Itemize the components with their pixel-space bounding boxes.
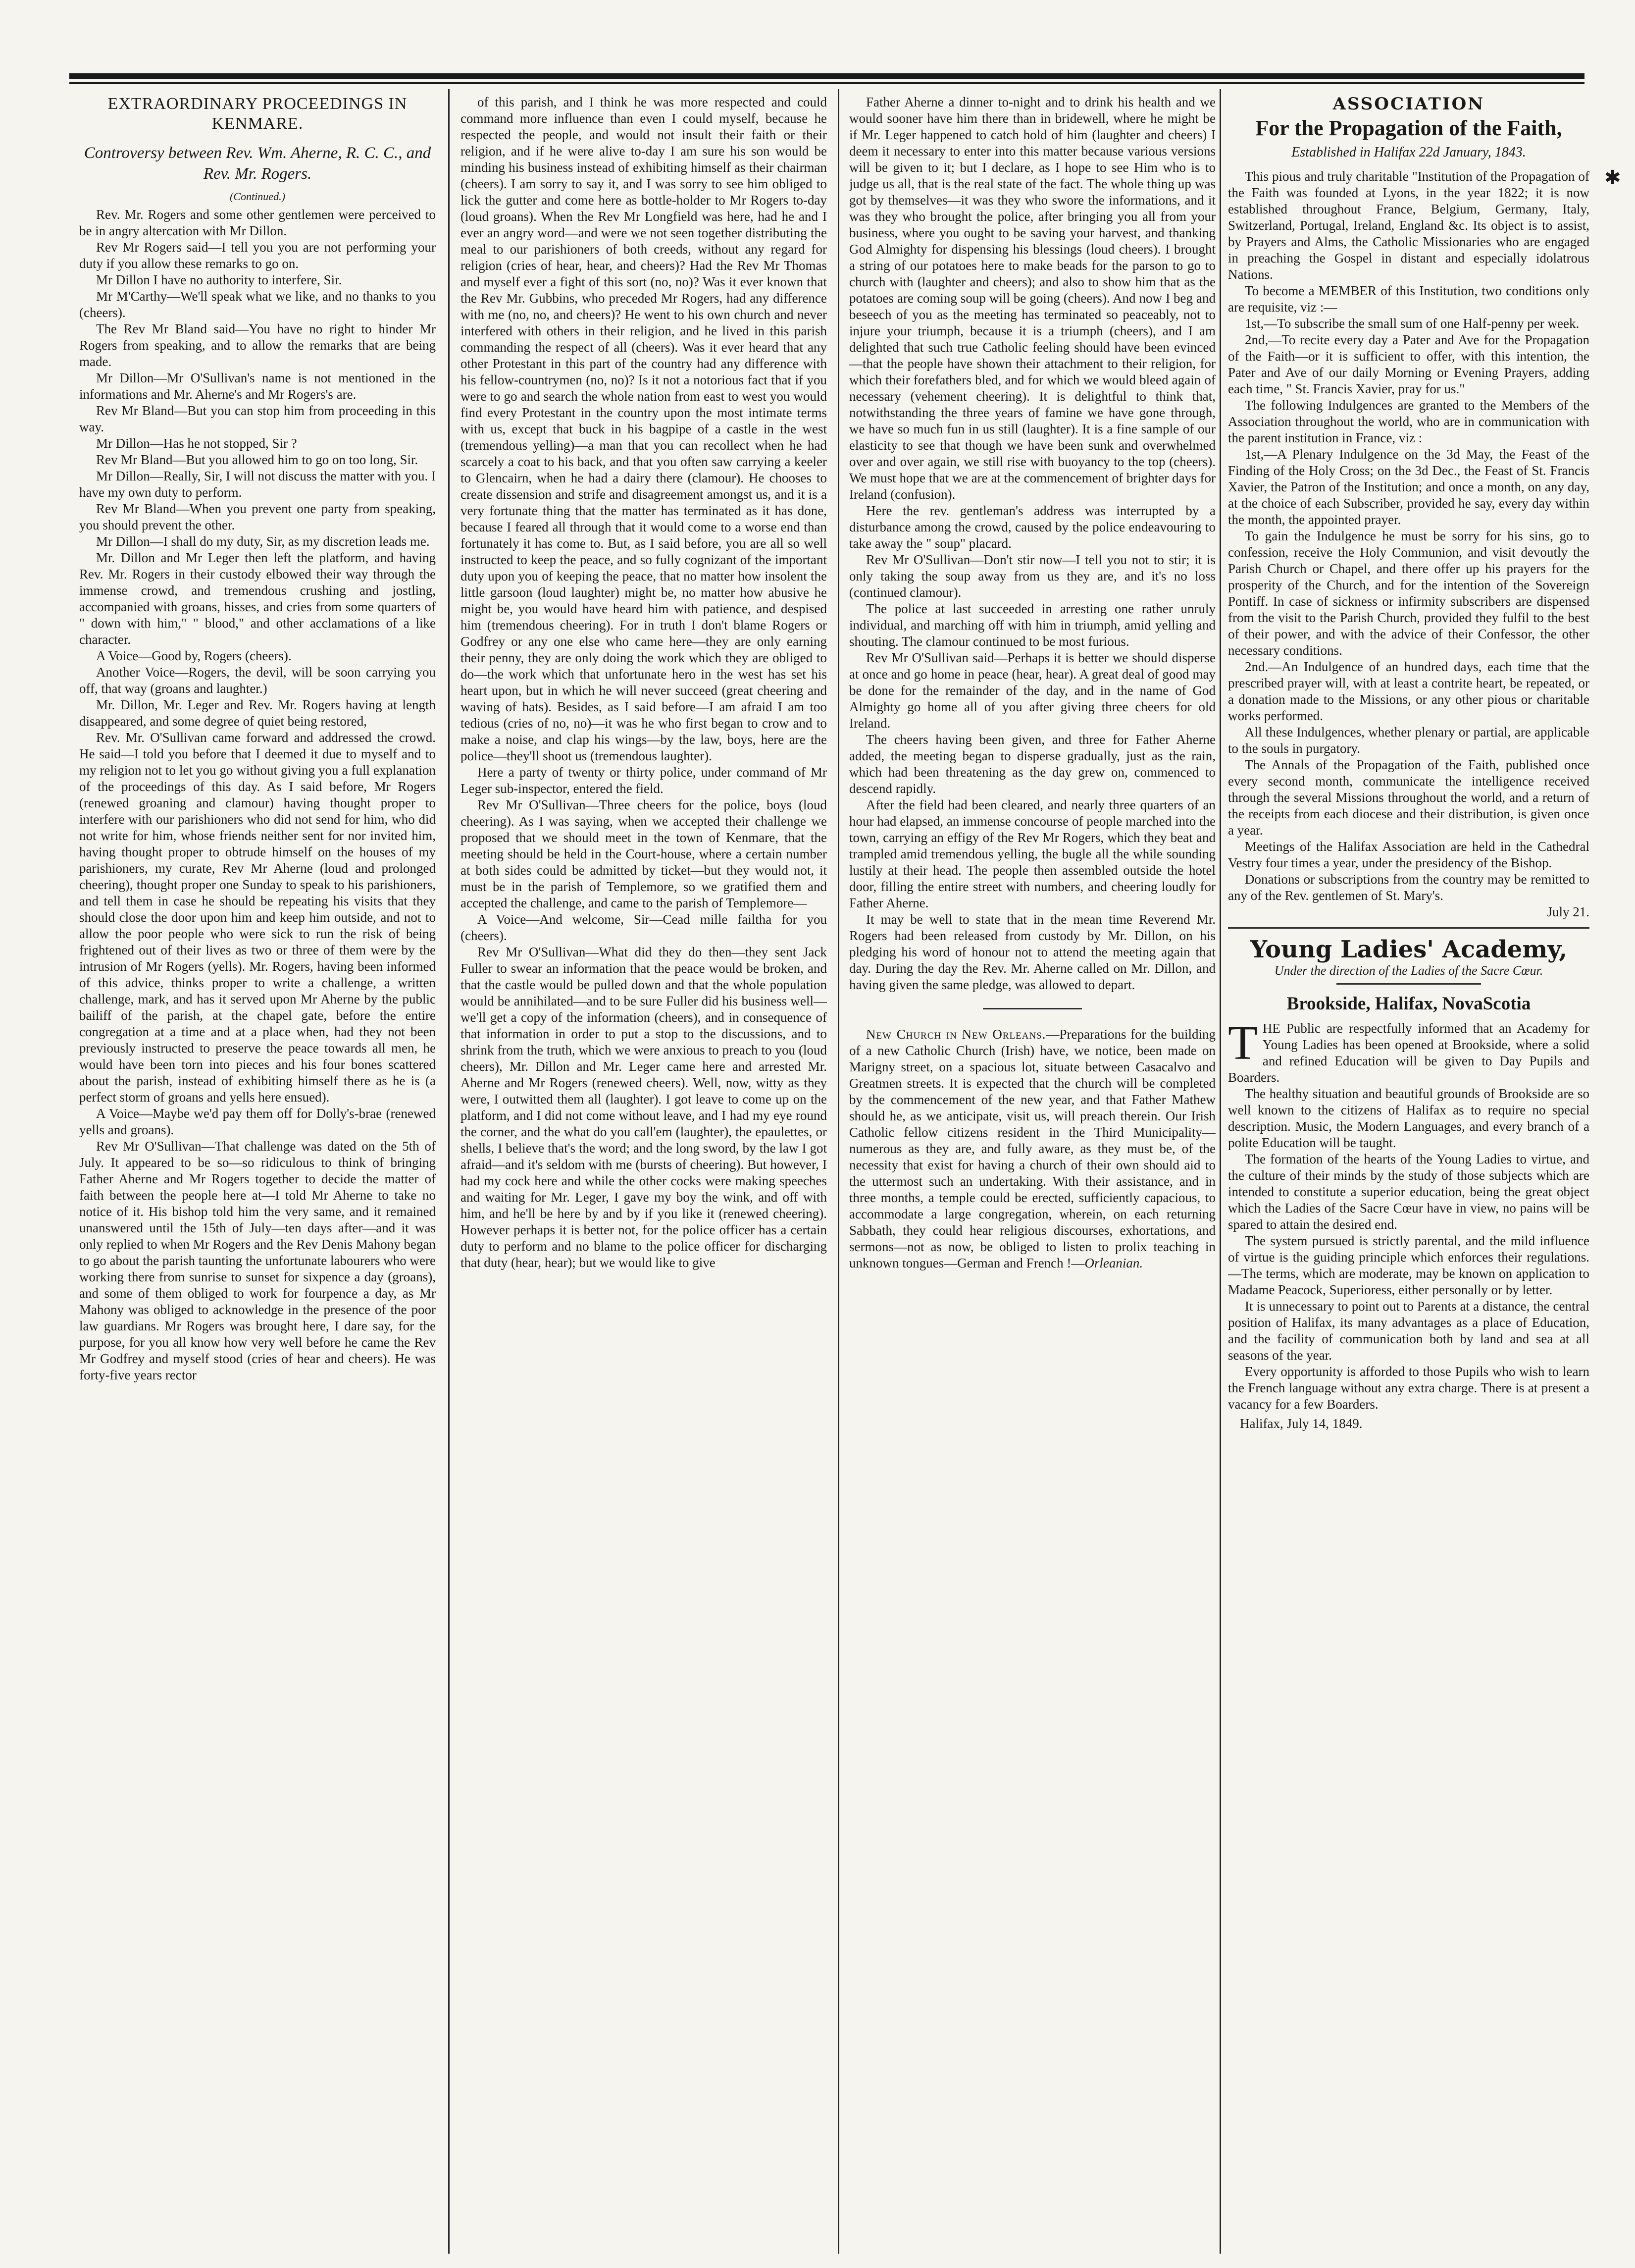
association-paragraph: 2nd,—To recite every day a Pater and Ave for the Propagation of the Faith—or it is sufficient to offer, with this intention, the Pater and Ave of our daily Morning or Evening Prayers, adding each time, " St. Francis Xavier, pray for us." [1228,332,1589,396]
association-paragraph: The Annals of the Propagation of the Faith, published once every second month, communicate the intelligence received through the several Missions throughout the world, and a return of the receipts from each diocese and their distribution, is given once a year. [1228,757,1589,838]
association-paragraph: 1st,—A Plenary Indulgence on the 3d May, the Feast of the Finding of the Holy Cross; on the 3d Dec., the Feast of St. Francis Xavier, the Patron of the Institution; and once a month, on any day, at the choice of each Subscriber, provided he say, every day within the month, the appointed prayer. [1228,447,1589,527]
association-body [1228,168,1589,904]
association-paragraph: This pious and truly charitable "Institution of the Propagation of the Faith was founded at Lyons, in the year 1822; it is now established throughout France, Belgium, Germany, Italy, Switzerland, Portugal, Ireland, England &c. Its object is to assist, by Prayers and Alms, the Catholic Missionaries who are engaged in preaching the Gospel in distant and especially idolatrous Nations. [1228,169,1589,282]
academy-paragraph: The formation of the hearts of the Young Ladies to virtue, and the culture of their minds by the study of those subjects which are intended to constitute a superior education, being the great object which the Ladies of the Sacre Cœur have in view, no pains will be spared to attain the desired end. [1228,1152,1589,1232]
association-paragraph: 2nd.—An Indulgence of an hundred days, each time that the prescribed prayer will, with at least a contrite heart, be repeated, or a donation made to the Missions, or any other pious or charitable works performed. [1228,659,1589,723]
column-divider [838,89,839,2254]
association-established: Established in Halifax 22d January, 1843. [1291,145,1526,160]
paragraph: Rev Mr O'Sullivan—That challenge was dated on the 5th of July. It appeared to be so—so ridiculous to think of bringing Father Aherne and Mr Rogers together to decide the matter of faith between the people here at—I told Mr Aherne to take no notice of it. His bishop told him the very same, and it remained unanswered until the 15th of July—ten days after—and it was only replied to when Mr Rogers and the Rev Denis Mahony began to go about the parish taunting the unfortunate labourers who were working there from sunrise to sunset for sixpence a day (groans), and some of them obliged to work for fourpence a day, as Mr Mahony was obliged to acknowledge in the presence of the poor law guardians. Mr Rogers was brought here, I dare say, for the purpose, for you all know how very well before he came the Rev Mr Godfrey and myself stood (cries of hear and cheers). He was forty-five years rector [79,1139,436,1382]
column-3 [849,94,1216,2249]
association-paragraph: Meetings of the Halifax Association are held in the Cathedral Vestry four times a year, under the presidency of the Bishop. [1228,839,1589,870]
paragraph: A Voice—Good by, Rogers (cheers). [96,648,292,663]
paragraph: Rev Mr O'Sullivan said—Perhaps it is better we should disperse at once and go home in peace (hear, hear). A great deal of good may be done for the remainder of the day, and in the name of God Almighty go home all of you after giving three cheers for old Ireland. [849,650,1216,731]
academy-first-paragraph [1228,1016,1589,1086]
association-date: July 21. [1547,904,1589,919]
article-subtitle: Controversy between Rev. Wm. Aherne, R. C. C., and Rev. Mr. Rogers. [84,144,431,183]
paragraph: Here the rev. gentleman's address was interrupted by a disturbance among the crowd, caused by the police endeavouring to take away the " soup" placard. [849,503,1216,551]
academy-paragraph: The healthy situation and beautiful grounds of Brookside are so well known to the citizens of Halifax as to require no special description. Music, the Modern Languages, and every branch of a polite Education will be taught. [1228,1086,1589,1150]
association-paragraph: 1st,—To subscribe the small sum of one Half-penny per week. [1245,316,1580,331]
column-divider [448,89,450,2254]
academy-date: Halifax, July 14, 1849. [1240,1416,1363,1431]
new-church-article [849,1026,1216,1271]
paragraph: After the field had been cleared, and nearly three quarters of an hour had elapsed, an immense concourse of people marched into the town, carrying an effigy of the Rev Mr Rogers, which they beat and trampled amid tremendous yelling, the bugle all the while sounding lustily at their head. The people then assembled outside the hotel door, filling the entire street with numbers, and cheering loudly for Father Aherne. [849,797,1216,910]
section-separator [1228,927,1589,929]
masthead-rule [69,73,1584,79]
paragraph: Mr Dillon—Mr O'Sullivan's name is not mentioned in the informations and Mr. Aherne's and Mr Rogers's are. [79,370,436,402]
academy-subtitle: Under the direction of the Ladies of the Sacre Cœur. [1274,963,1543,978]
academy-body [1228,1086,1589,1413]
paragraph: A Voice—And welcome, Sir—Cead mille failtha for you (cheers). [460,912,827,943]
paragraph: Here a party of twenty or thirty police, under command of Mr Leger sub-inspector, entered the field. [460,765,827,796]
new-church-source: Orleanian. [1084,1256,1143,1270]
association-paragraph: Donations or subscriptions from the country may be remitted to any of the Rev. gentlemen of St. Mary's. [1228,872,1589,903]
academy-paragraph: It is unnecessary to point out to Parents at a distance, the central position of Halifax, its many advantages as a place of Education, and the facility of communication both by land and sea at all seasons of the year. [1228,1299,1589,1363]
paragraph: Rev Mr Bland—But you allowed him to go on too long, Sir. [96,452,418,467]
association-paragraph: All these Indulgences, whether plenary or partial, are applicable to the souls in purgatory. [1228,725,1589,756]
academy-title: Young Ladies' Academy, [1250,936,1568,963]
paragraph: Mr Dillon—I shall do my duty, Sir, as my discretion leads me. [96,534,430,549]
section-separator [1336,983,1481,985]
drop-cap: T [1228,1016,1258,1070]
column-1 [79,94,436,2249]
association-paragraph: To gain the Indulgence he must be sorry for his sins, go to confession, receive the Holy Communion, and visit devoutly the Parish Church or Chapel, and there offer up his prayers for the prosperity of the Church, and for the intention of the Sovereign Pontiff. In case of sickness or infirmity subscribers are dispensed from the visit to the Parish Church, provided they fulfil to the best of their power, and with the advice of their Confessor, the other necessary conditions. [1228,528,1589,658]
paragraph: Rev Mr O'Sullivan—Three cheers for the police, boys (loud cheering). As I was saying, when we accepted their challenge we proposed that we should meet in the town of Kenmare, that the meeting should be held in the Court-house, where a certain number at both sides could be admitted by ticket—but they would not, it must be in the parish of Templemore, so we gratified them and accepted the challenge, and came to the parish of Templemore— [460,797,827,910]
paragraph: Mr Dillon—Has he not stopped, Sir ? [96,436,297,451]
continued-note: (Continued.) [230,190,285,203]
paragraph: Another Voice—Rogers, the devil, will be soon carrying you off, that way (groans and laughter.) [79,665,436,696]
paragraph: Mr Dillon I have no authority to interfere, Sir. [96,272,342,287]
academy-place: Brookside, Halifax, NovaScotia [1286,994,1531,1014]
article-body-col1 [79,207,436,1383]
association-title: ASSOCIATION [1332,94,1485,114]
paragraph: Rev Mr Rogers said—I tell you you are not performing your duty if you allow these remarks to go on. [79,240,436,271]
paragraph: The Rev Mr Bland said—You have no right to hinder Mr Rogers from speaking, and to allow the remarks that are being made. [79,321,436,369]
new-church-heading: New Church in New Orleans. [866,1027,1046,1042]
column-divider [1220,89,1221,2254]
paragraph: Rev Mr O'Sullivan—What did they do then—they sent Jack Fuller to swear an information that the peace would be broken, and that the castle would be pulled down and that the whole population would be annihilated—and to be sure Fuller did his business well—we'll get a copy of the information (cheers), and in consequence of that information in order to put a stop to the discussions, and to shrink from the truth, which we were anxious to preach to you (loud cheers), Mr. Dillon and Mr. Leger came here and arrested Mr. Aherne and Mr Rogers (renewed cheers). Well, now, witty as they were, I outwitted them all (laughter). I got leave to come up on the platform, and I did not come without leave, and I had my eye round the corner, and the what do you call'em (laughter), the epaulettes, or shells, I believe that's the word; and the long sword, by the law I got afraid—and it's seldom with me (bursts of cheering). But however, I had my cock here and while the other cocks were making speeches and waiting for Mr. Leger, I gave my boy the wink, and off with him, and he'll be here by and by if you like it (renewed cheering). However perhaps it is better not, for the police officer has a certain duty to perform and no blame to the police officer for discharging that duty (hear, hear); but we would like to give [460,945,827,1270]
paragraph: The police at last succeeded in arresting one rather unruly individual, and marching off with him in triumph, amid yelling and shouting. The clamour continued to be most furious. [849,601,1216,649]
paragraph: A Voice—Maybe we'd pay them off for Dolly's-brae (renewed yells and groans). [79,1106,436,1137]
paragraph: Mr M'Carthy—We'll speak what we like, and no thanks to you (cheers). [79,289,436,320]
association-subtitle: For the Propagation of the Faith, [1255,116,1562,140]
association-paragraph: The following Indulgences are granted to the Members of the Association throughout the world, who are in communication with the parent institution in France, viz : [1228,398,1589,445]
paragraph: It may be well to state that in the mean time Reverend Mr. Rogers had been released from custody by Mr. Dillon, on his pledging his word of honour not to attend the meeting again that day. During the day the Rev. Mr. Aherne called on Mr. Dillon, and having given the same pledge, was allowed to depart. [849,912,1216,992]
article-body-col2 [460,94,827,1271]
paragraph: Rev Mr O'Sullivan—Don't stir now—I tell you not to stir; it is only taking the soup away from us they are, and it's no loss (continued clamour). [849,552,1216,600]
paragraph: Rev Mr Bland—But you can stop him from proceeding in this way. [79,403,436,434]
article-body-col3 [849,94,1216,993]
paragraph: Mr Dillon—Really, Sir, I will not discuss the matter with you. I have my own duty to perform. [79,469,436,500]
academy-first-text: HE Public are respectfully informed that an Academy for Young Ladies has been opened at Brookside, where a solid and refined Education will be given to Day Pupils and Boarders. [1228,1021,1589,1085]
section-separator [983,1008,1082,1009]
paragraph: Mr. Dillon, Mr. Leger and Rev. Mr. Rogers having at length disappeared, and some degree of quiet being restored, [79,697,436,729]
academy-paragraph: Every opportunity is afforded to those Pupils who wish to learn the French language without any extra charge. There is at present a vacancy for a few Boarders. [1228,1364,1589,1412]
academy-paragraph: The system pursued is strictly parental, and the mild influence of virtue is the guiding principle which enforces their regulations.—The terms, which are moderate, may be known on application to Madame Peacock, Superioress, either personally or by letter. [1228,1233,1589,1297]
article-title: EXTRAORDINARY PROCEEDINGS IN KENMARE. [107,95,408,133]
column-4 [1228,94,1589,2249]
asterisk-mark-icon: ✱ [1604,166,1621,189]
paragraph: The cheers having been given, and three for Father Aherne added, the meeting began to disperse gradually, just as the rain, which had been threatening as the day grew on, commenced to descend rapidly. [849,732,1216,796]
association-paragraph: To become a MEMBER of this Institution, two conditions only are requisite, viz :— [1228,283,1589,315]
paragraph: of this parish, and I think he was more respected and could command more influence than even I could myself, because he respected the people, and would not insult their faith or their religion, and if he were alive to-day I am sure his son would be minding his business instead of exhibiting himself as their chairman (cheers). I am sorry to say it, and I was sorry to see him obliged to lick the gutter and come here as bottle-holder to Mr Rogers to-day (loud groans). When the Rev Mr Longfield was here, had he and I ever an angry word—and were we not seen together distributing the meal to our parishioners of both creeds, without any regard for religion (cries of hear, hear, and cheers)? Had the Rev Mr Thomas and myself ever a fight of this sort (no, no)? Was it ever known that the Rev Mr. Gubbins, who preceded Mr Rogers, had any difference with me (no, no, and cheers)? He went to his own church and never interfered with others in their religion, and he lived in this parish commanding the respect of all (cheers). Was it ever heard that any other Protestant in this part of the country had any difference with his fellow-countrymen (no, no)? Is it not a notorious fact that if you were to go and search the whole nation from east to west you would find every Protestant in the country upon the most intimate terms with us, except that buck in his bagpipe of a castle in the west (tremendous yelling)—a man that you can recollect when he had scarcely a coat to his back, and that you often saw carrying a keeler to Glencairn, when he had a dairy there (clamour). He chooses to create dissension and strife and disagreement amongst us, and it is a very fortunate thing that the matter has terminated as it has done, because I feared all through that it would come to a worse end than fortunately it has come to. But, as I said before, you are all so well instructed to keep the peace, and so fully cognizant of the important duty upon you of keeping the peace, that no matter how insolent the little garsoon (loud laughter) might be, no matter how abusive he might be, you would have heard him with patience, and despised him (tremendous cheering). For in truth I don't blame Rogers or Godfrey or any one else who came here—they are only earning their penny, they are only doing the work which they are obliged to do—the work which that unfortunate hero in the west has set his heart upon, but in which he will never succeed (great cheering and waving of hats). Besides, as I said before—I am afraid I am too tedious (cries of no, no)—it was he who first began to crow and to make a noise, and clap his wings—by the law, boys, here are the police—they'll shoot us (tremendous laughter). [460,95,827,763]
paragraph: Rev. Mr. Rogers and some other gentlemen were perceived to be in angry altercation with Mr Dillon. [79,207,436,238]
paragraph: Mr. Dillon and Mr Leger then left the platform, and having Rev. Mr. Rogers in their custody elbowed their way through the immense crowd, and tremendous crushing and jostling, accompanied with groans, hisses, and cries from some quarters of " down with him," " blood," and other acclamations of a like character. [79,550,436,647]
paragraph: Father Aherne a dinner to-night and to drink his health and we would sooner have him there than in bridewell, where he might be if Mr. Leger happened to catch hold of him (laughter and cheers) I deem it necessary to enter into this matter because various versions will be given to it; but I declare, as I hope to see Him who is to judge us all, that is the real state of the fact. The whole thing up was got by themselves—it was they who swore the informations, and it was they who brought the police, after bringing you all from your business, where you ought to be saving your harvest, and thanking God Almighty for dispensing his blessings (loud cheers). I brought a string of our potatoes here to make beads for the parson to go to church with (laughter and cheers); and also to show him that as the potatoes are coming soup will be going (cheers). And now I beg and beseech of you as the meeting has terminated so peaceably, not to injure your triumph, because it is a triumph (cheers), and I am delighted that such true Catholic feeling should have been evinced—that the people have shown their attachment to their religion, for which their forefathers bled, and for which we would bleed again of necessary (vehement cheering). It is delightful to think that, notwithstanding the three years of famine we have gone through, we have so much fun in us still (laughter). It is a fine sample of our elasticity to see that though we have been sunk and overwhelmed over and over again, we still rise with buoyancy to the top (cheers). We must hope that we are at the commencement of brighter days for Ireland (confusion). [849,95,1216,502]
paragraph: Rev. Mr. O'Sullivan came forward and addressed the crowd. He said—I told you before that I deemed it due to myself and to my religion not to let you go without giving you a full explanation of the proceedings of this day. As I said before, Mr Rogers (renewed groaning and clamour) having thought proper to interfere with our parishioners who did not send for him, who did not write for him, whose friends neither sent for nor invited him, having thought proper to obtrude himself on the houses of my parishioners, my curate, Rev Mr Aherne (loud and prolonged cheering), thought proper one Sunday to speak to his parishioners, and tell them in case he should be repeating his visits that they should close the door upon him and keep him outside, and not to allow the poor people who were sick to run the risk of being frightened out of their lives as two or three of them were by the intrusion of Mr Rogers (yells). Mr. Rogers, having been informed of this advice, thinks proper to write a challenge, a written challenge, mark, and has it served upon Mr Aherne by the public bailiff of the parish, at the chapel gate, before the entire congregation at a time and at a place when, had they not been previously instructed to preserve the peace towards all men, he would have been torn into pieces and his four bones scattered about the parish, instead of exhibiting himself there as he is (a perfect storm of groans and yells here ensued). [79,730,436,1105]
paragraph: Rev Mr Bland—When you prevent one party from speaking, you should prevent the other. [79,501,436,532]
new-church-text: —Preparations for the building of a new Catholic Church (Irish) have, we notice, been made on Marigny street, on a spacious lot, situate between Casacalvo and Greatmen streets. It is expected that the church will be completed by the commencement of the new year, and that Father Mathew should he, as we anticipate, visit us, will preach therein. Our Irish Catholic fellow citizens resident in the Third Municipality—numerous as they are, and fully aware, as they must be, of the necessity that exist for having a church of their own should aid to the uttermost such an undertaking. With their assistance, and in three months, a temple could be erected, sufficiently capacious, to accommodate a large congregation, wherein, on each returning Sabbath, they could hear religious discourses, exhortations, and sermons—not as now, be obliged to listen to prolix teaching in unknown tongues—German and French !— [849,1027,1216,1270]
masthead-rule-thin [69,82,1584,84]
column-2 [460,94,827,2249]
